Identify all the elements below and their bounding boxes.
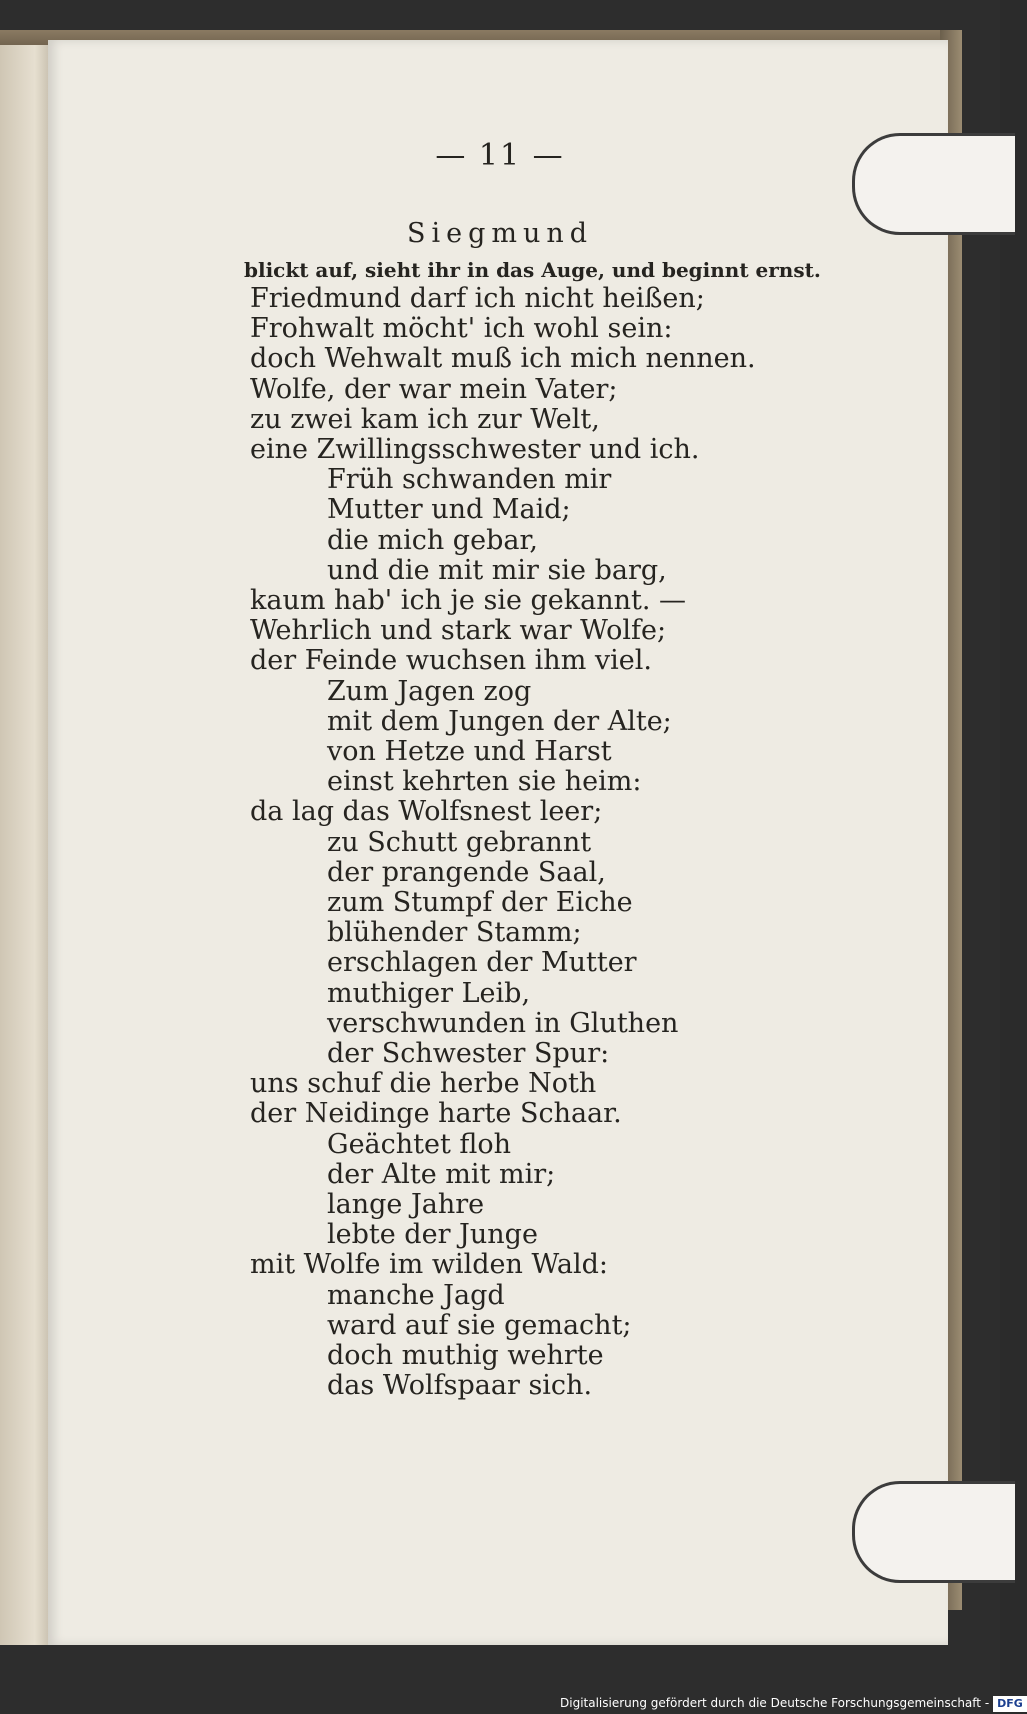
verse-line: der Schwester Spur:: [327, 1038, 610, 1069]
verse-line: manche Jagd: [327, 1279, 505, 1311]
page-number: — 11 —: [435, 138, 565, 173]
verse-line: die mich gebar,: [327, 524, 538, 556]
verse-line: doch muthig wehrte: [327, 1340, 604, 1371]
verse-line: lange Jahre: [327, 1189, 485, 1220]
verse-line: doch Wehwalt muß ich mich nennen.: [250, 343, 756, 375]
digitization-credit: [560, 1692, 1023, 1714]
verse-line: der Alte mit mir;: [327, 1158, 556, 1190]
verse-line: da lag das Wolfsnest leer;: [250, 796, 603, 828]
verse-line: kaum hab' ich je sie gekannt. —: [250, 585, 687, 616]
verse-line: Wehrlich und stark war Wolfe;: [250, 615, 667, 647]
verse-line: zu zwei kam ich zur Welt,: [250, 403, 600, 435]
verse-line: mit Wolfe im wilden Wald:: [250, 1249, 608, 1281]
verse-line: zu Schutt gebrannt: [327, 826, 592, 858]
verse-line: Zum Jagen zog: [327, 675, 532, 707]
verse-line: Wolfe, der war mein Vater;: [250, 373, 618, 405]
verse-line: das Wolfspaar sich.: [327, 1370, 593, 1402]
verse-line: ward auf sie gemacht;: [327, 1309, 632, 1341]
verse-line: zum Stumpf der Eiche: [327, 887, 633, 918]
speaker-name: Siegmund: [406, 218, 594, 249]
verse-line: Früh schwanden mir: [327, 464, 612, 496]
verse-line: der Feinde wuchsen ihm viel.: [250, 645, 652, 677]
dfg-logo: DFG: [993, 1696, 1027, 1712]
verse-line: eine Zwillingsschwester und ich.: [250, 434, 700, 465]
verse-line: Geächtet floh: [327, 1128, 512, 1160]
verse-line: erschlagen der Mutter: [327, 947, 637, 979]
verse-line: der Neidinge harte Schaar.: [250, 1098, 622, 1130]
verse-line: lebte der Junge: [327, 1219, 538, 1251]
verse-line: verschwunden in Gluthen: [327, 1007, 679, 1039]
verse-line: muthiger Leib,: [327, 977, 531, 1009]
verse-line: Frohwalt möcht' ich wohl sein:: [250, 313, 673, 345]
verse-line: mit dem Jungen der Alte;: [327, 705, 672, 737]
credit-text: Digitalisierung gefördert durch die Deutsche Forschungsgemeinschaft -: [560, 1696, 990, 1710]
verse-line: uns schuf die herbe Noth: [250, 1068, 597, 1100]
stage-direction: blickt auf, sieht ihr in das Auge, und beginnt ernst.: [244, 258, 821, 282]
verse-line: der prangende Saal,: [327, 856, 606, 888]
verse-line: Mutter und Maid;: [327, 494, 571, 526]
verse-line: und die mit mir sie barg,: [327, 554, 667, 586]
verse-line: blühender Stamm;: [327, 917, 582, 949]
verse-line: von Hetze und Harst: [327, 736, 612, 767]
verse-line: einst kehrten sie heim:: [327, 766, 642, 798]
verse-line: Friedmund darf ich nicht heißen;: [250, 283, 705, 314]
